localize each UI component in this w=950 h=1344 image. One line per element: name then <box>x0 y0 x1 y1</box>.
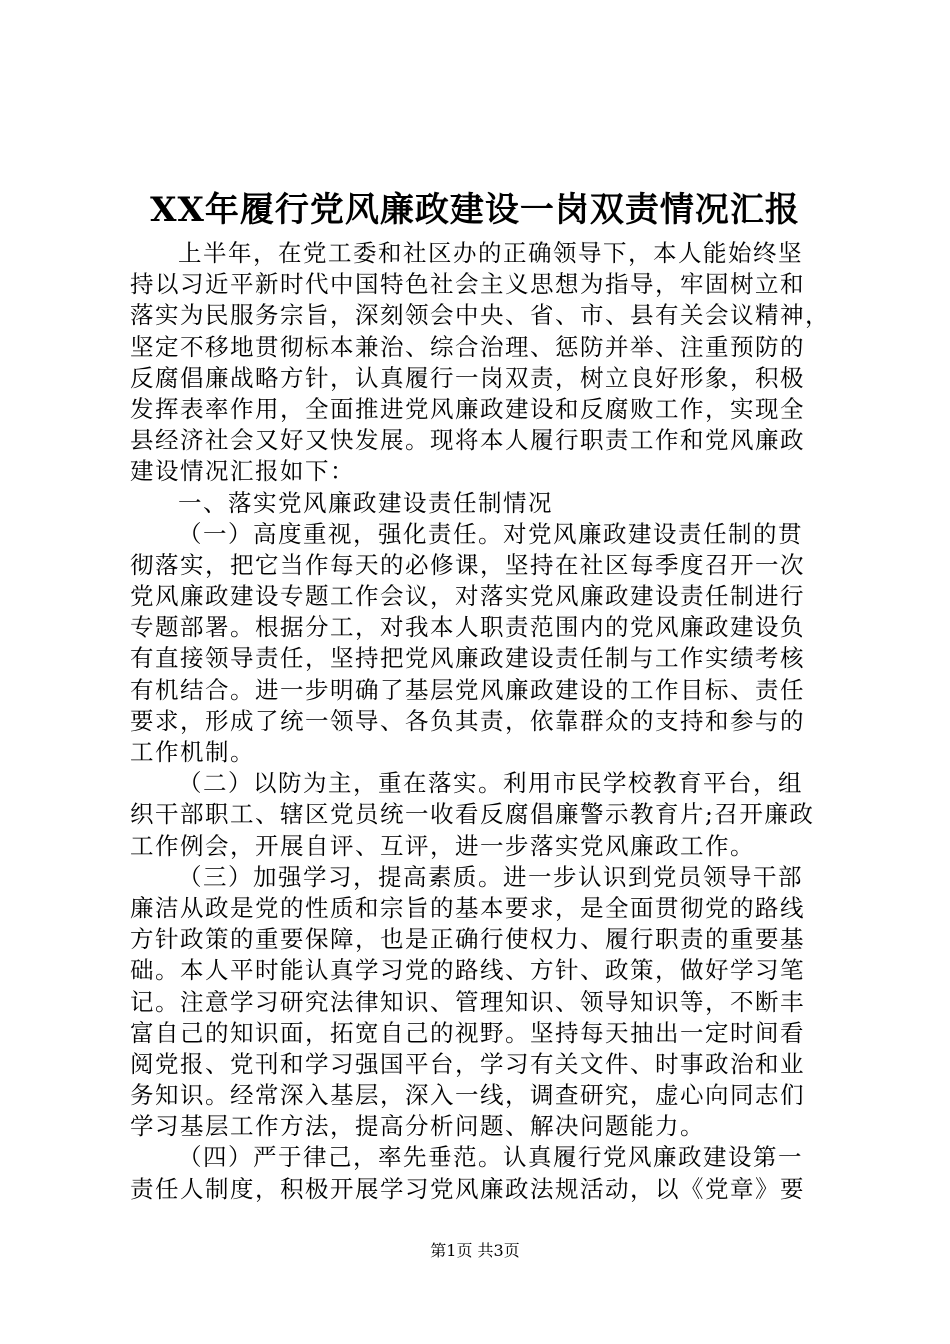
paragraph-line: （四）严于律己，率先垂范。认真履行党风廉政建设第一 <box>178 1143 803 1172</box>
paragraph-line: 阅党报、党刊和学习强国平台，学习有关文件、时事政治和业 <box>130 1049 805 1078</box>
paragraph-line: 持以习近平新时代中国特色社会主义思想为指导，牢固树立和 <box>130 270 805 299</box>
page-footer: 第1页 共3页 <box>430 1241 520 1260</box>
paragraph-line: 富自己的知识面，拓宽自己的视野。坚持每天抽出一定时间看 <box>130 1018 805 1047</box>
document-title: XX年履行党风廉政建设一岗双责情况汇报 <box>150 190 800 230</box>
paragraph-line: 有机结合。进一步明确了基层党风廉政建设的工作目标、责任 <box>130 675 805 704</box>
paragraph-line: 发挥表率作用，全面推进党风廉政建设和反腐败工作，实现全 <box>130 394 805 423</box>
paragraph-line: 要求，形成了统一领导、各负其责，依靠群众的支持和参与的 <box>130 706 805 735</box>
section-heading: 一、落实党风廉政建设责任制情况 <box>178 488 553 517</box>
paragraph-line: 工作例会，开展自评、互评，进一步落实党风廉政工作。 <box>130 831 755 860</box>
paragraph-line: 廉洁从政是党的性质和宗旨的基本要求，是全面贯彻党的路线 <box>130 893 805 922</box>
paragraph-line: 建设情况汇报如下： <box>130 457 355 486</box>
paragraph-line: 上半年，在党工委和社区办的正确领导下，本人能始终坚 <box>178 239 803 267</box>
document-body <box>130 238 830 1205</box>
paragraph-line: （一）高度重视，强化责任。对党风廉政建设责任制的贯 <box>178 519 803 548</box>
paragraph-line: 方针政策的重要保障，也是正确行使权力、履行职责的重要基 <box>130 925 805 954</box>
paragraph-line: 县经济社会又好又快发展。现将本人履行职责工作和党风廉政 <box>130 426 805 455</box>
paragraph-line: 学习基层工作方法，提高分析问题、解决问题能力。 <box>130 1112 705 1141</box>
paragraph-line: 础。本人平时能认真学习党的路线、方针、政策，做好学习笔 <box>130 956 805 985</box>
paragraph-line: 彻落实，把它当作每天的必修课，坚持在社区每季度召开一次 <box>130 550 805 579</box>
paragraph-line: 落实为民服务宗旨，深刻领会中央、省、市、县有关会议精神， <box>130 301 830 330</box>
paragraph-line: 责任人制度，积极开展学习党风廉政法规活动，以《党章》要 <box>130 1174 805 1203</box>
paragraph-line: 坚定不移地贯彻标本兼治、综合治理、惩防并举、注重预防的 <box>130 332 805 361</box>
paragraph-line: 党风廉政建设专题工作会议，对落实党风廉政建设责任制进行 <box>130 582 805 611</box>
paragraph-line: 有直接领导责任，坚持把党风廉政建设责任制与工作实绩考核 <box>130 644 805 673</box>
paragraph-line: 专题部署。根据分工，对我本人职责范围内的党风廉政建设负 <box>130 613 805 642</box>
paragraph-line: 反腐倡廉战略方针，认真履行一岗双责，树立良好形象，积极 <box>130 363 805 392</box>
paragraph-line: 记。注意学习研究法律知识、管理知识、领导知识等，不断丰 <box>130 987 805 1016</box>
paragraph-line: （二）以防为主，重在落实。利用市民学校教育平台，组 <box>178 769 803 798</box>
paragraph-line: 工作机制。 <box>130 738 255 766</box>
paragraph-line: （三）加强学习，提高素质。进一步认识到党员领导干部 <box>178 862 803 891</box>
paragraph-line: 务知识。经常深入基层，深入一线，调查研究，虚心向同志们 <box>130 1081 805 1110</box>
paragraph-line: 织干部职工、辖区党员统一收看反腐倡廉警示教育片;召开廉政 <box>130 800 815 829</box>
